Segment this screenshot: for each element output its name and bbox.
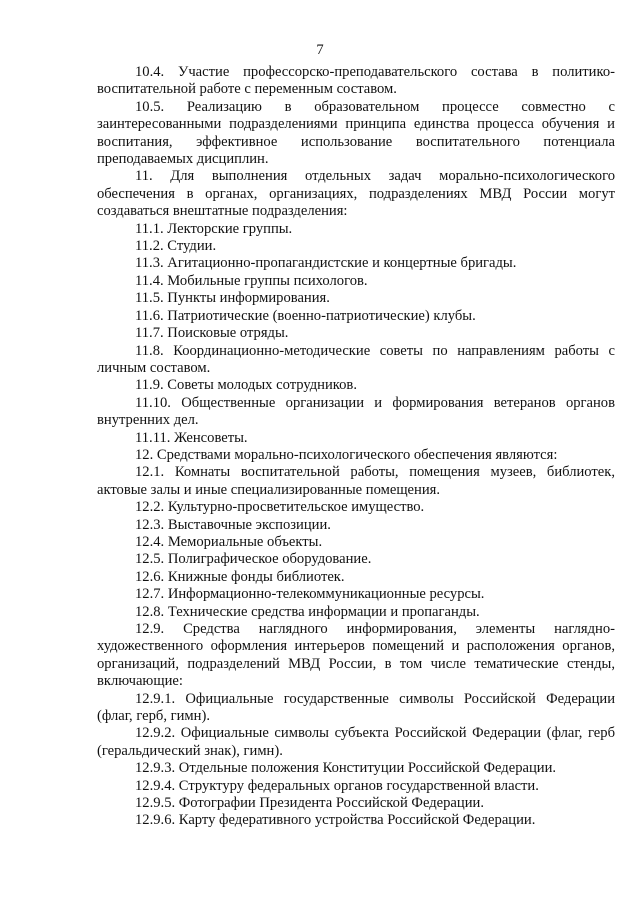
paragraph-10-5: 10.5. Реализацию в образовательном процессе совместно с заинтересованными подразделениями принципа единства процесса обучения и воспитания, эффективное использование воспитательного потенциала преподаваемых дисциплин. bbox=[97, 98, 615, 168]
paragraph-10-4: 10.4. Участие профессорско-преподавательского состава в политико-воспитательной работе с переменным составом. bbox=[97, 64, 615, 98]
paragraph-12-9-3: 12.9.3. Отдельные положения Конституции Российской Федерации. bbox=[135, 760, 557, 777]
paragraph-11-2: 11.2. Студии. bbox=[135, 238, 217, 255]
paragraph-12: 12. Средствами морально-психологического обеспечения являются: bbox=[135, 446, 558, 463]
paragraph-11-4: 11.4. Мобильные группы психологов. bbox=[135, 272, 368, 289]
paragraph-12-9-5: 12.9.5. Фотографии Президента Российской Федерации. bbox=[135, 795, 484, 812]
paragraph-12-4: 12.4. Мемориальные объекты. bbox=[135, 533, 323, 550]
paragraph-12-2: 12.2. Культурно-просветительское имущество. bbox=[135, 499, 425, 516]
paragraph-12-8: 12.8. Технические средства информации и пропаганды. bbox=[135, 603, 480, 620]
paragraph-11-11: 11.11. Женсоветы. bbox=[135, 429, 248, 446]
document-body bbox=[97, 64, 615, 830]
paragraph-11-8: 11.8. Координационно-методические советы по направлениям работы с личным составом. bbox=[97, 342, 615, 376]
paragraph-11-10: 11.10. Общественные организации и формирования ветеранов органов внутренних дел. bbox=[97, 394, 615, 429]
paragraph-12-9-1: 12.9.1. Официальные государственные символы Российской Федерации (флаг, герб, гимн). bbox=[97, 690, 615, 725]
paragraph-11-6: 11.6. Патриотические (военно-патриотические) клубы. bbox=[135, 307, 476, 324]
paragraph-11-1: 11.1. Лекторские группы. bbox=[135, 220, 293, 237]
paragraph-11-7: 11.7. Поисковые отряды. bbox=[135, 325, 289, 342]
paragraph-12-9-4: 12.9.4. Структуру федеральных органов государственной власти. bbox=[135, 777, 539, 794]
page-number: 7 bbox=[316, 42, 324, 58]
paragraph-11-5: 11.5. Пункты информирования. bbox=[135, 290, 330, 307]
paragraph-12-5: 12.5. Полиграфическое оборудование. bbox=[135, 551, 372, 568]
paragraph-12-6: 12.6. Книжные фонды библиотек. bbox=[135, 568, 345, 585]
paragraph-12-9-6: 12.9.6. Карту федеративного устройства Российской Федерации. bbox=[135, 812, 536, 829]
paragraph-12-7: 12.7. Информационно-телекоммуникационные ресурсы. bbox=[135, 586, 485, 603]
paragraph-12-1: 12.1. Комнаты воспитательной работы, помещения музеев, библиотек, актовые залы и иные специализированные помещения. bbox=[97, 464, 615, 498]
paragraph-12-9: 12.9. Средства наглядного информирования, элементы наглядно-художественного оформления интерьеров помещений и расположения органов, организаций, подразделений МВД России, в том числе тематические стенды, включающие: bbox=[97, 621, 615, 690]
paragraph-12-9-2: 12.9.2. Официальные символы субъекта Российской Федерации (флаг, герб (геральдический знак), гимн). bbox=[97, 725, 615, 759]
paragraph-11-3: 11.3. Агитационно-пропагандистские и концертные бригады. bbox=[135, 255, 517, 272]
paragraph-12-3: 12.3. Выставочные экспозиции. bbox=[135, 516, 331, 533]
paragraph-11-9: 11.9. Советы молодых сотрудников. bbox=[135, 377, 357, 394]
paragraph-11: 11. Для выполнения отдельных задач морально-психологического обеспечения в органах, организациях, подразделениях МВД России могут создаваться внештатные подразделения: bbox=[97, 168, 615, 220]
